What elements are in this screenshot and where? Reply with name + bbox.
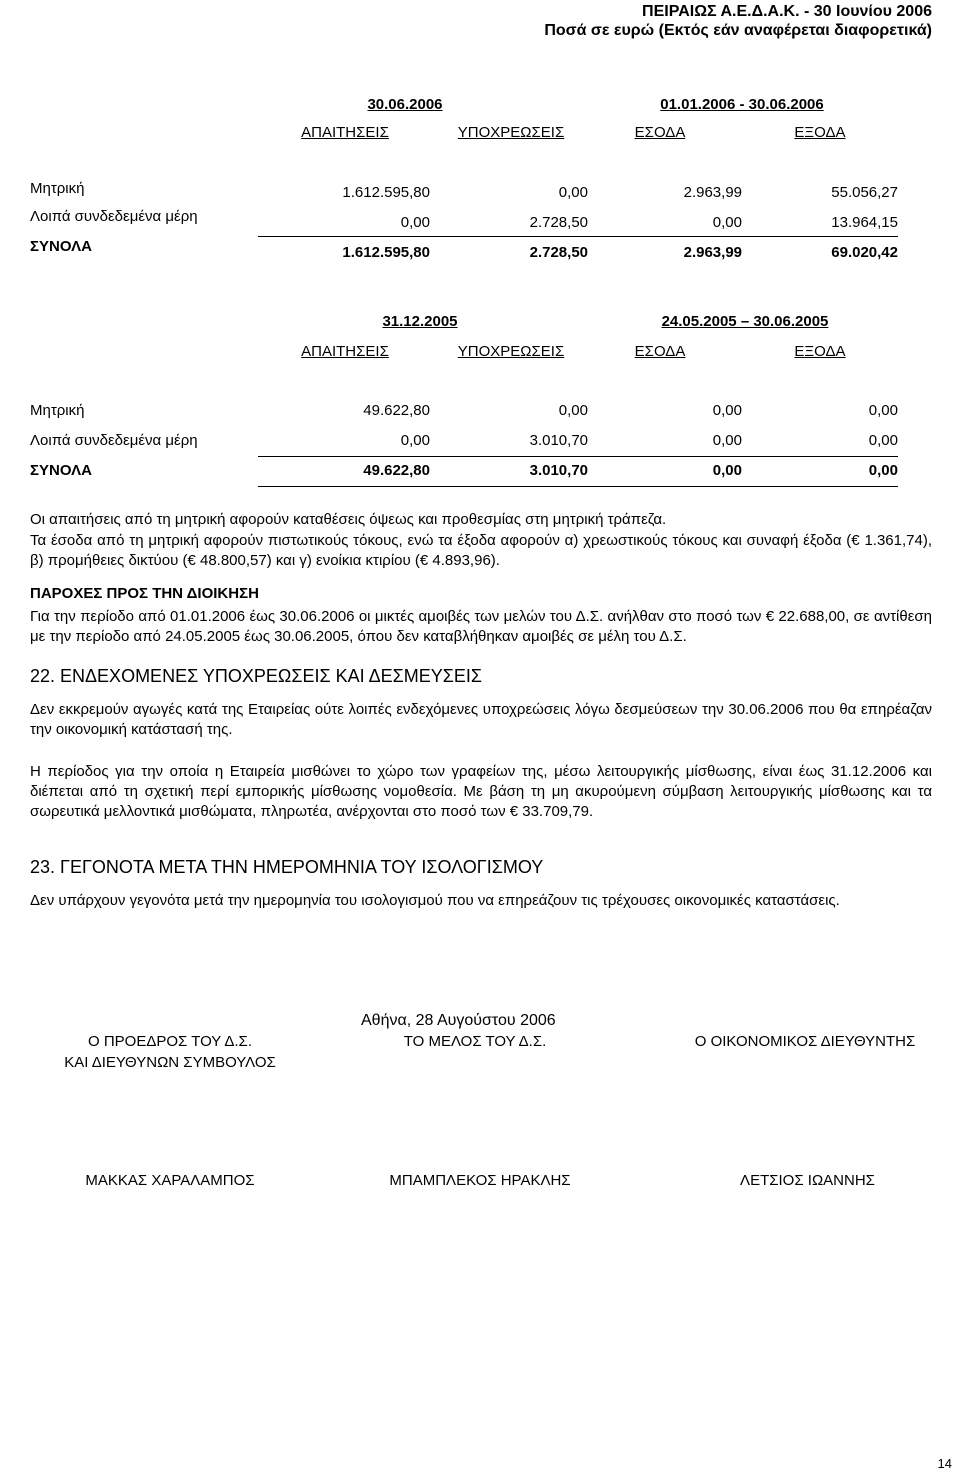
table1-date-left: 30.06.2006 (367, 96, 443, 113)
table1-col-receivables: ΑΠΑΙΤΗΣΕΙΣ (301, 124, 389, 141)
table2-total-rule (258, 456, 898, 457)
table2-row-label: ΣΥΝΟΛΑ (30, 462, 92, 479)
table2-cell: 0,00 (712, 402, 742, 419)
table2-cell: 3.010,70 (529, 432, 588, 449)
table2-cell: 49.622,80 (363, 402, 430, 419)
table2-cell: 0,00 (558, 402, 588, 419)
note-income-expenses: Τα έσοδα από τη μητρική αφορούν πιστωτικούς τόκους, ενώ τα έξοδα αφορούν α) χρεωστικούς τόκους και συναφή έξοδα (€ 1.361,74), β) προμήθειες δικτύου (€ 48.800,57) και γ) ενοίκια κτιρίου (€ 4.893,96). (30, 532, 932, 569)
table1-cell: 69.020,42 (831, 244, 898, 261)
table1-col-income: ΕΣΟΔΑ (634, 124, 686, 141)
table1-col-liabilities: ΥΠΟΧΡΕΩΣΕΙΣ (457, 124, 565, 141)
table2-date-left: 31.12.2005 (382, 313, 458, 330)
management-benefits-text: Για την περίοδο από 01.01.2006 έως 30.06.2006 οι μικτές αμοιβές των μελών του Δ.Σ. ανήλθαν στο ποσό των € 22.688,00, σε αντίθεση με την περίοδο από 24.05.2005 έως 30.06.2005, όπου δεν καταβλήθηκαν αμοιβές σε μέλη του Δ.Σ. (30, 608, 932, 645)
section-22-paragraph-2: Η περίοδος για την οποία η Εταιρεία μισθώνει το χώρο των γραφείων της, μέσω λειτουργικής μίσθωσης, είναι έως 31.12.2006 και διέπεται από τη σχετική περί εμπορικής μίσθωσης νομοθεσία. Με βάση τη μη ακυρούμενη σύμβαση λειτουργικής μίσθωσης και τα σωρευτικά μελλοντικά μισθώματα, πληρωτέα, ανέρχονται στο ποσό των € 33.709,79. (30, 763, 932, 820)
table1-total-rule (258, 236, 898, 237)
table2-date-right: 24.05.2005 – 30.06.2005 (661, 313, 829, 330)
table1-cell: 0,00 (400, 214, 430, 231)
table2-col-liabilities: ΥΠΟΧΡΕΩΣΕΙΣ (457, 343, 565, 360)
header-company: ΠΕΙΡΑΙΩΣ Α.Ε.Δ.Α.Κ. - 30 Ιουνίου 2006 (642, 3, 932, 20)
table2-col-receivables: ΑΠΑΙΤΗΣΕΙΣ (301, 343, 389, 360)
table1-cell: 1.612.595,80 (342, 184, 430, 201)
table2-cell: 3.010,70 (529, 462, 588, 479)
table2-cell: 0,00 (868, 462, 898, 479)
signatory-right-title: Ο ΟΙΚΟΝΟΜΙΚΟΣ ΔΙΕΥΘΥΝΤΗΣ (694, 1033, 916, 1050)
signatory-middle-title: ΤΟ ΜΕΛΟΣ ΤΟΥ Δ.Σ. (403, 1033, 547, 1050)
signatory-left-title-1: Ο ΠΡΟΕΔΡΟΣ ΤΟΥ Δ.Σ. (88, 1033, 252, 1050)
section-22-heading: 22. ΕΝΔΕΧΟΜΕΝΕΣ ΥΠΟΧΡΕΩΣΕΙΣ ΚΑΙ ΔΕΣΜΕΥΣΕΙΣ (30, 666, 483, 686)
signatory-left-title-2: ΚΑΙ ΔΙΕΥΘΥΝΩΝ ΣΥΜΒΟΥΛΟΣ (64, 1054, 276, 1071)
table1-row-label: ΣΥΝΟΛΑ (30, 238, 92, 255)
table1-cell: 55.056,27 (831, 184, 898, 201)
table1-cell: 2.963,99 (683, 244, 742, 261)
table1-row-label: Λοιπά συνδεδεμένα μέρη (30, 208, 198, 225)
table2-bottom-rule (258, 486, 898, 487)
table1-date-right: 01.01.2006 - 30.06.2006 (660, 96, 824, 113)
table2-cell: 0,00 (712, 432, 742, 449)
section-23-paragraph: Δεν υπάρχουν γεγονότα μετά την ημερομηνία του ισολογισμού που να επηρεάζουν τις τρέχουσες οικονομικές καταστάσεις. (30, 892, 840, 909)
table1-cell: 1.612.595,80 (342, 244, 430, 261)
signatory-middle-name: ΜΠΑΜΠΛΕΚΟΣ ΗΡΑΚΛΗΣ (389, 1172, 571, 1189)
table1-cell: 2.728,50 (529, 214, 588, 231)
table2-col-expenses: ΕΞΟΔΑ (794, 343, 846, 360)
table1-cell: 2.728,50 (529, 244, 588, 261)
table1-row-label: Μητρική (30, 180, 85, 197)
page-number: 14 (937, 1456, 952, 1471)
place-date: Αθήνα, 28 Αυγούστου 2006 (361, 1012, 556, 1029)
table2-row-label: Μητρική (30, 402, 85, 419)
note-receivables: Οι απαιτήσεις από τη μητρική αφορούν καταθέσεις όψεως και προθεσμίας στη μητρική τράπεζα. (30, 511, 667, 528)
table2-cell: 0,00 (868, 432, 898, 449)
table1-col-expenses: ΕΞΟΔΑ (794, 124, 846, 141)
table1-cell: 0,00 (712, 214, 742, 231)
section-22-paragraph-1: Δεν εκκρεμούν αγωγές κατά της Εταιρείας ούτε λοιπές ενδεχόμενες υποχρεώσεις λόγω δεσμεύσεων την 30.06.2006 που θα επηρέαζαν την οικονομική κατάστασή της. (30, 701, 932, 738)
management-benefits-heading: ΠΑΡΟΧΕΣ ΠΡΟΣ ΤΗΝ ΔΙΟΙΚΗΣΗ (30, 585, 259, 602)
header-currency-note: Ποσά σε ευρώ (Εκτός εάν αναφέρεται διαφορετικά) (544, 22, 932, 39)
table1-cell: 13.964,15 (831, 214, 898, 231)
table2-cell: 0,00 (400, 432, 430, 449)
table2-cell: 0,00 (712, 462, 742, 479)
table2-cell: 49.622,80 (363, 462, 430, 479)
signatory-right-name: ΛΕΤΣΙΟΣ ΙΩΑΝΝΗΣ (740, 1172, 875, 1189)
signatory-left-name: ΜΑΚΚΑΣ ΧΑΡΑΛΑΜΠΟΣ (85, 1172, 255, 1189)
table1-cell: 2.963,99 (683, 184, 742, 201)
section-23-heading: 23. ΓΕΓΟΝΟΤΑ ΜΕΤΑ ΤΗΝ ΗΜΕΡΟΜΗΝΙΑ ΤΟΥ ΙΣΟΛΟΓΙΣΜΟΥ (30, 857, 544, 877)
table2-col-income: ΕΣΟΔΑ (634, 343, 686, 360)
table2-cell: 0,00 (868, 402, 898, 419)
table1-cell: 0,00 (558, 184, 588, 201)
table2-row-label: Λοιπά συνδεδεμένα μέρη (30, 432, 198, 449)
